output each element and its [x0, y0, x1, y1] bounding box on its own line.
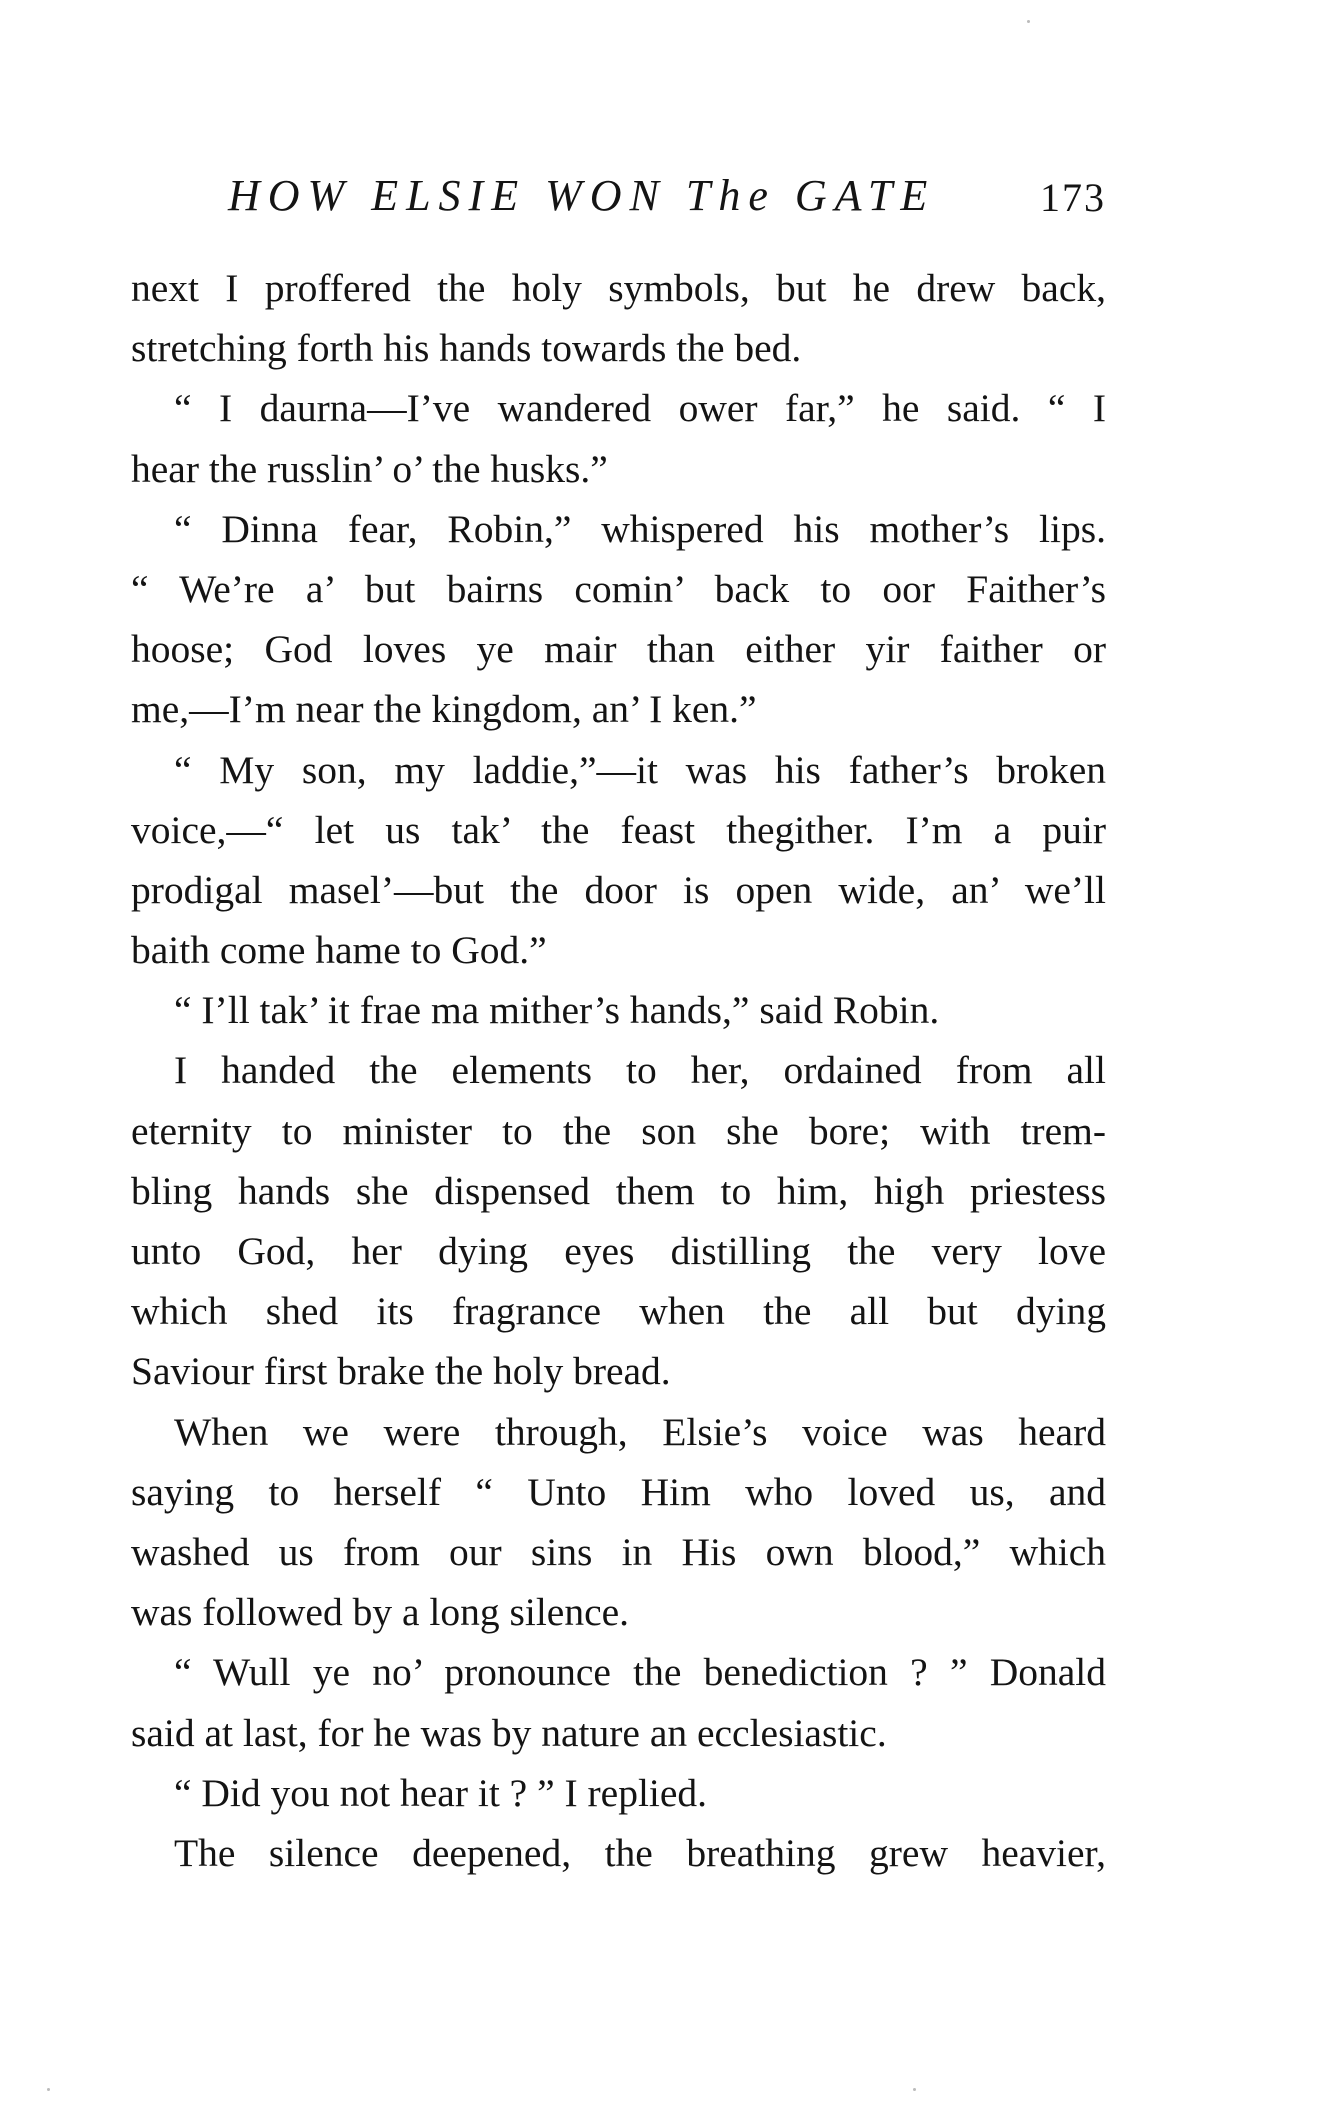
text-line: me,—I’m near the kingdom, an’ I ken.” [131, 687, 757, 732]
text-line: baith come hame to God.” [131, 928, 547, 973]
text-line: next I proffered the holy symbols, but he drew back, [131, 266, 1106, 310]
running-title: HOW ELSIE WON The GATE [228, 171, 936, 220]
text-line: prodigal masel’—but the door is open wide, an’ we’ll [131, 867, 1106, 912]
text-line: saying to herself “ Unto Him who loved us, and [131, 1469, 1106, 1514]
text-line: voice,—“ let us tak’ the feast thegither. I’m a puir [131, 807, 1106, 852]
scan-speck [1027, 20, 1030, 23]
text-line: washed us from our sins in His own blood,” which [131, 1529, 1106, 1574]
text-line: “ Wull ye no’ pronounce the benediction ? ” Donald [174, 1650, 1106, 1695]
running-head [228, 170, 1106, 226]
text-line: said at last, for he was by nature an ecclesiastic. [131, 1710, 887, 1755]
text-line: “ I’ll tak’ it frae ma mither’s hands,” said Robin. [174, 988, 940, 1033]
text-line: “ My son, my laddie,”—it was his father’s broken [174, 747, 1106, 792]
text-line: When we were through, Elsie’s voice was heard [174, 1409, 1106, 1454]
text-line: unto God, her dying eyes distilling the very love [131, 1229, 1106, 1273]
text-line: I handed the elements to her, ordained from all [174, 1048, 1106, 1093]
text-line: Saviour first brake the holy bread. [131, 1349, 671, 1394]
scan-speck [47, 2088, 50, 2091]
text-line: “ Dinna fear, Robin,” whispered his mother’s lips. [174, 506, 1106, 551]
text-line: “ Did you not hear it ? ” I replied. [174, 1770, 708, 1815]
page-number: 173 [1040, 175, 1106, 220]
text-line: hear the russlin’ o’ the husks.” [131, 446, 608, 491]
text-line: stretching forth his hands towards the bed. [131, 326, 802, 371]
text-line: hoose; God loves ye mair than either yir faither or [131, 627, 1106, 672]
text-line: The silence deepened, the breathing grew heavier, [174, 1830, 1106, 1875]
text-line: bling hands she dispensed them to him, high priestess [131, 1168, 1106, 1213]
scan-speck [913, 2088, 916, 2091]
text-line: “ We’re a’ but bairns comin’ back to oor Faither’s [131, 566, 1106, 611]
text-line: which shed its fragrance when the all but dying [131, 1289, 1106, 1334]
text-line: was followed by a long silence. [131, 1590, 630, 1635]
text-line: “ I daurna—I’ve wandered ower far,” he said. “ I [174, 386, 1106, 431]
text-line: eternity to minister to the son she bore; with trem- [131, 1108, 1106, 1153]
body-text [131, 258, 1106, 1883]
